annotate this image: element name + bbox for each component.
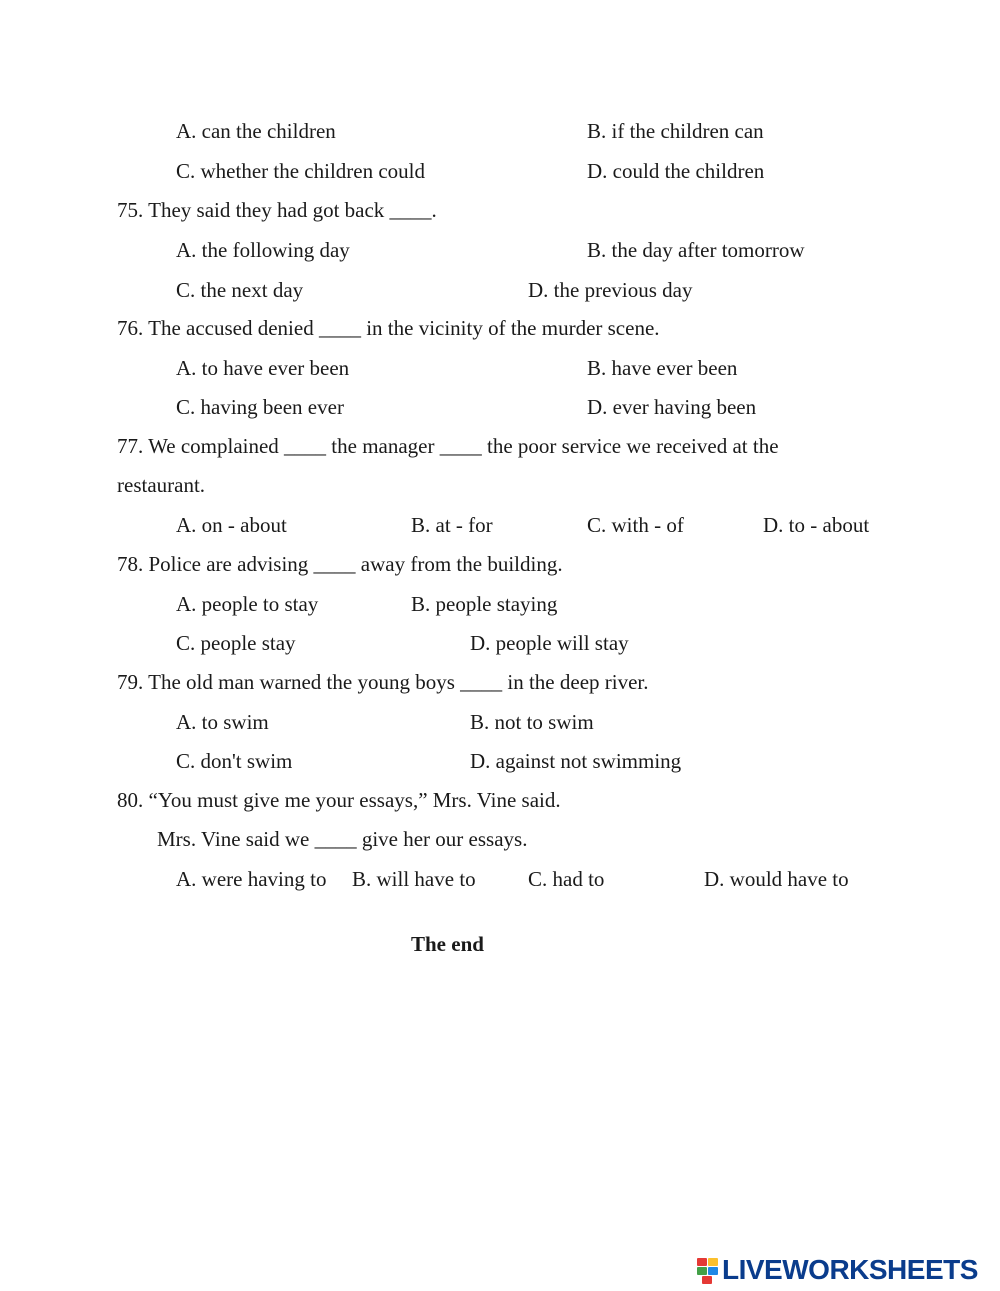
q75-option-c[interactable]: C. the next day bbox=[176, 278, 304, 302]
q77-option-b[interactable]: B. at - for bbox=[411, 513, 493, 537]
q74-option-d[interactable]: D. could the children bbox=[587, 159, 765, 183]
q78-stem: 78. Police are advising ____ away from the building. bbox=[117, 552, 563, 576]
q80-stem: 80. “You must give me your essays,” Mrs. Vine said. bbox=[117, 788, 561, 812]
q76-option-d[interactable]: D. ever having been bbox=[587, 395, 757, 419]
q76-stem: 76. The accused denied ____ in the vicinity of the murder scene. bbox=[117, 316, 660, 340]
q77-option-a[interactable]: A. on - about bbox=[176, 513, 287, 537]
liveworksheets-logo[interactable] bbox=[697, 1254, 978, 1286]
q79-option-c[interactable]: C. don't swim bbox=[176, 749, 293, 773]
q80-option-a[interactable]: A. were having to bbox=[176, 867, 327, 891]
q79-stem: 79. The old man warned the young boys ____ in the deep river. bbox=[117, 670, 649, 694]
q75-option-a[interactable]: A. the following day bbox=[176, 238, 350, 262]
liveworksheets-wordmark: LIVEWORKSHEETS bbox=[722, 1254, 978, 1285]
q77-stem-line2: restaurant. bbox=[117, 473, 206, 497]
q74-option-c[interactable]: C. whether the children could bbox=[176, 159, 426, 183]
q77-option-c[interactable]: C. with - of bbox=[587, 513, 684, 537]
q80-option-b[interactable]: B. will have to bbox=[352, 867, 476, 891]
q75-option-d[interactable]: D. the previous day bbox=[528, 278, 693, 302]
q77-stem-line1: 77. We complained ____ the manager ____ the poor service we received at the bbox=[117, 434, 779, 458]
q77-option-d[interactable]: D. to - about bbox=[763, 513, 870, 537]
q79-option-b[interactable]: B. not to swim bbox=[470, 710, 594, 734]
q78-option-a[interactable]: A. people to stay bbox=[176, 592, 319, 616]
q80-option-d[interactable]: D. would have to bbox=[704, 867, 849, 891]
q75-stem: 75. They said they had got back ____. bbox=[117, 198, 437, 222]
q76-option-c[interactable]: C. having been ever bbox=[176, 395, 344, 419]
q75-option-b[interactable]: B. the day after tomorrow bbox=[587, 238, 805, 262]
q78-option-c[interactable]: C. people stay bbox=[176, 631, 296, 655]
liveworksheets-mark-icon bbox=[697, 1256, 719, 1284]
q74-option-b[interactable]: B. if the children can bbox=[587, 119, 764, 143]
q79-option-d[interactable]: D. against not swimming bbox=[470, 749, 682, 773]
q76-option-a[interactable]: A. to have ever been bbox=[176, 356, 350, 380]
q76-option-b[interactable]: B. have ever been bbox=[587, 356, 738, 380]
q78-option-d[interactable]: D. people will stay bbox=[470, 631, 629, 655]
q79-option-a[interactable]: A. to swim bbox=[176, 710, 269, 734]
q80-stem-line2: Mrs. Vine said we ____ give her our essays. bbox=[157, 827, 528, 851]
end-heading: The end bbox=[411, 932, 484, 956]
q78-option-b[interactable]: B. people staying bbox=[411, 592, 558, 616]
q80-option-c[interactable]: C. had to bbox=[528, 867, 605, 891]
q74-option-a[interactable]: A. can the children bbox=[176, 119, 336, 143]
